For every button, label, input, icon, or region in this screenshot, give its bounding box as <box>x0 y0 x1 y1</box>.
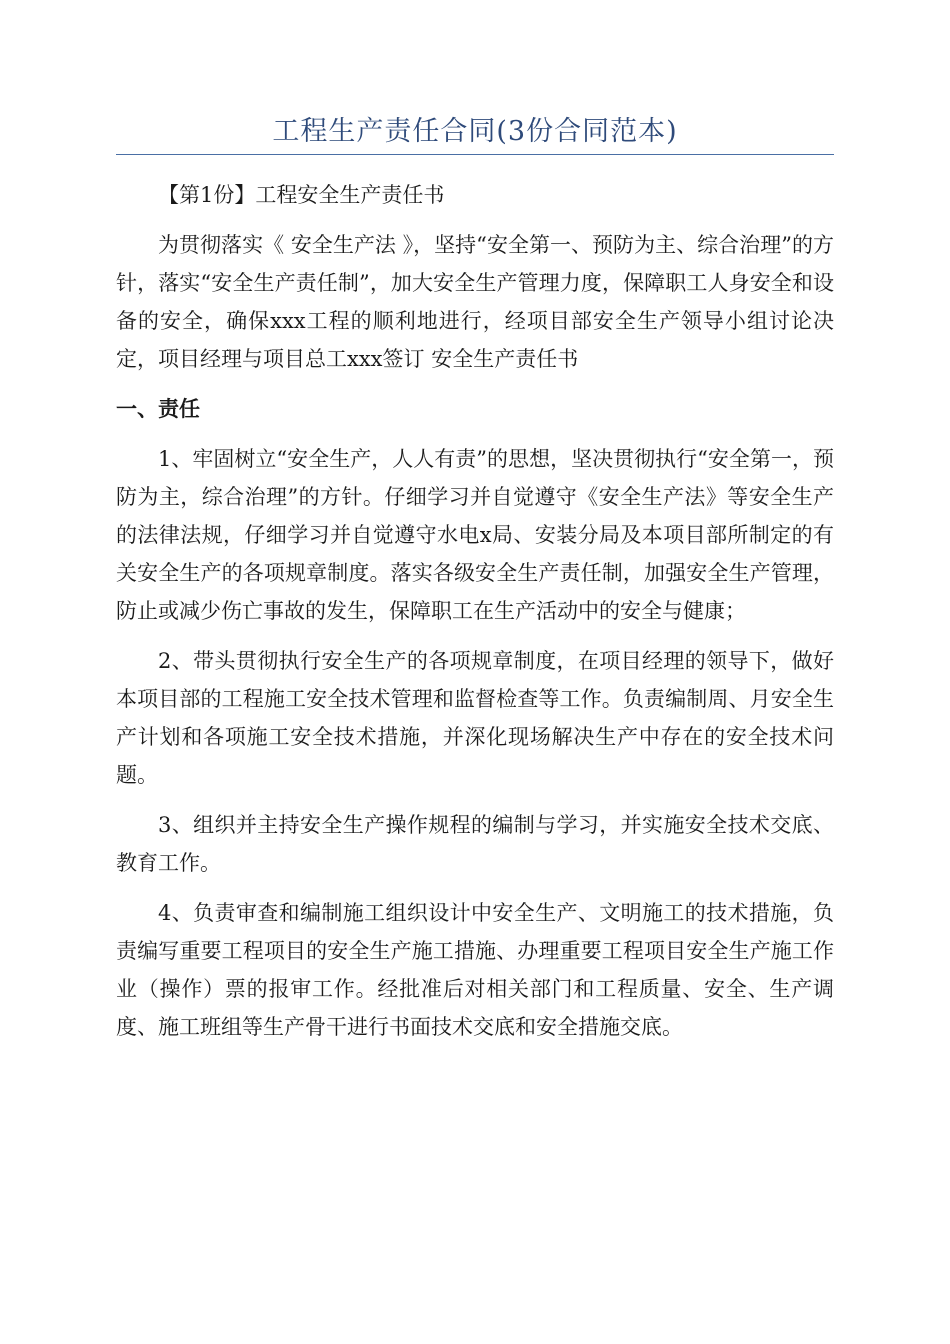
heading-responsibility: 一、责任 <box>116 397 200 421</box>
responsibility-item-4: 4、负责审查和编制施工组织设计中安全生产、文明施工的技术措施，负责编写重要工程项目的安全生产施工措施、办理重要工程项目安全生产施工作业（操作）票的报审工作。经批准后对相关部门和工程质量、安全、生产调度、施工班组等生产骨干进行书面技术交底和安全措施交底。 <box>116 901 834 1039</box>
document-title: 工程生产责任合同(3份合同范本) <box>272 116 678 147</box>
title-divider <box>116 154 834 155</box>
section-label: 【第1份】工程安全生产责任书 <box>158 183 445 207</box>
responsibility-item-2: 2、带头贯彻执行安全生产的各项规章制度，在项目经理的领导下，做好本项目部的工程施工安全技术管理和监督检查等工作。负责编制周、月安全生产计划和各项施工安全技术措施，并深化现场解决生产中存在的安全技术问题。 <box>116 649 834 787</box>
intro-paragraph: 为贯彻落实《 安全生产法 》，坚持“安全第一、预防为主、综合治理”的方针，落实“安全生产责任制”，加大安全生产管理力度，保障职工人身安全和设备的安全，确保xxx工程的顺利地进行，经项目部安全生产领导小组讨论决定，项目经理与项目总工xxx签订 安全生产责任书 <box>116 233 834 371</box>
document-body <box>116 176 834 1046</box>
responsibility-item-1: 1、牢固树立“安全生产，人人有责”的思想，坚决贯彻执行“安全第一，预防为主，综合治理”的方针。仔细学习并自觉遵守《安全生产法》等安全生产的法律法规，仔细学习并自觉遵守水电x局、安装分局及本项目部所制定的有关安全生产的各项规章制度。落实各级安全生产责任制，加强安全生产管理，防止或减少伤亡事故的发生，保障职工在生产活动中的安全与健康； <box>116 447 834 623</box>
responsibility-item-3: 3、组织并主持安全生产操作规程的编制与学习，并实施安全技术交底、教育工作。 <box>116 813 834 875</box>
